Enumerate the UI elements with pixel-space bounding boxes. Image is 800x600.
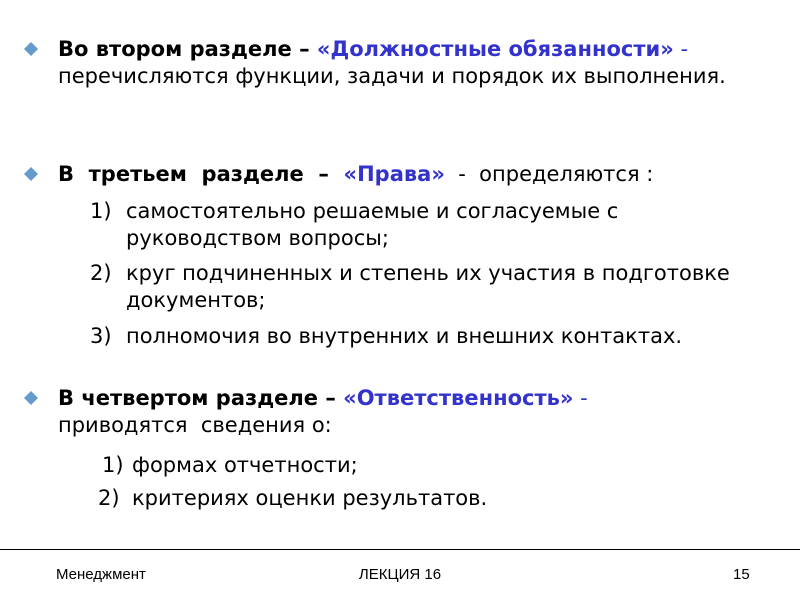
section-3-paragraph <box>58 161 778 188</box>
section-2-lead: Во втором разделе – <box>58 37 317 61</box>
diamond-bullet-icon <box>24 391 38 405</box>
item-number: 1) <box>102 453 124 477</box>
section-4-title: «Ответственность» <box>343 386 574 410</box>
diamond-bullet-icon <box>24 167 38 181</box>
diamond-bullet-icon <box>24 42 38 56</box>
item-text: критериях оценки результатов. <box>132 486 488 510</box>
item-number: 2) <box>98 486 120 510</box>
section-2-title: «Должностные обязанности» <box>316 37 674 61</box>
item-text: самостоятельно решаемые и согласуемые с руководством вопросы; <box>126 199 619 250</box>
footer-divider <box>0 549 800 550</box>
section-3-lead: В третьем разделе – <box>58 162 344 186</box>
item-number: 3) <box>90 324 112 348</box>
section-2-paragraph <box>58 36 778 90</box>
section-4-dash: - <box>573 386 588 410</box>
item-text: полномочия во внутренних и внешних контактах. <box>126 324 683 348</box>
section-3-text: - определяются : <box>444 162 654 186</box>
section-2-text: перечисляются функции, задачи и порядок их выполнения. <box>58 64 726 88</box>
footer-lecture-title: ЛЕКЦИЯ 16 <box>358 566 442 583</box>
item-text: круг подчиненных и степень их участия в подготовке документов; <box>126 261 730 312</box>
footer-course-name: Менеджмент <box>56 566 146 583</box>
section-4-paragraph <box>58 385 778 439</box>
item-text: формах отчетности; <box>132 453 358 477</box>
section-2-dash: - <box>673 37 689 61</box>
footer-page-number: 15 <box>733 566 750 583</box>
section-4-lead: В четвертом разделе – <box>58 386 344 410</box>
item-number: 2) <box>90 261 112 285</box>
item-number: 1) <box>90 199 112 223</box>
section-4-text: приводятся сведения о: <box>58 413 332 437</box>
section-3-title: «Права» <box>343 162 445 186</box>
